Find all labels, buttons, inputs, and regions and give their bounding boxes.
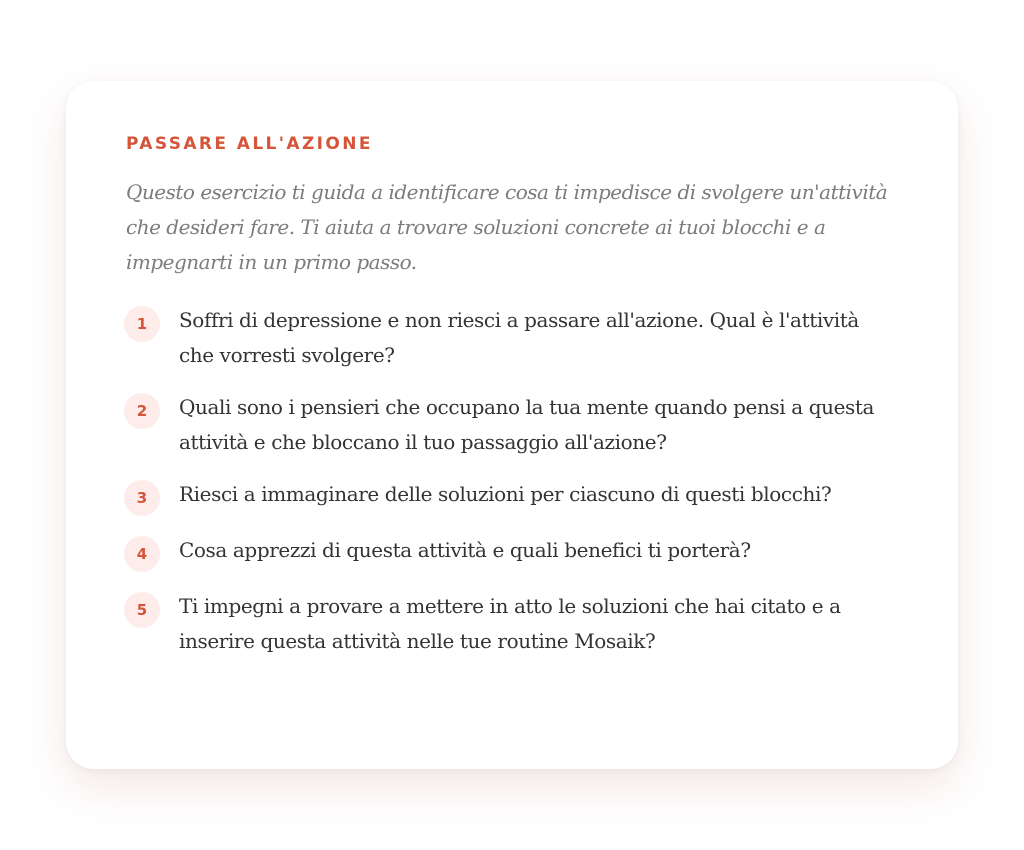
exercise-card — [66, 81, 958, 769]
step-number-badge: 3 — [124, 480, 160, 516]
step-question: Cosa apprezzi di questa attività e quali benefici ti porterà? — [179, 538, 751, 562]
exercise-title: PASSARE ALL'AZIONE — [126, 134, 373, 154]
steps-list — [126, 309, 898, 659]
step-item — [126, 396, 898, 460]
exercise-intro: Questo esercizio ti guida a identificare cosa ti impedisce di svolgere un'attività che desideri fare. Ti aiuta a trovare soluzioni concrete ai tuoi blocchi e a impegnarti in un primo passo. — [126, 180, 888, 274]
step-item — [126, 483, 898, 516]
step-item — [126, 309, 898, 373]
step-question: Riesci a immaginare delle soluzioni per ciascuno di questi blocchi? — [179, 482, 832, 506]
step-number-badge: 4 — [124, 536, 160, 572]
step-question: Soffri di depressione e non riesci a passare all'azione. Qual è l'attività che vorresti svolgere? — [179, 308, 859, 367]
step-item — [126, 539, 898, 572]
step-number-badge: 1 — [124, 306, 160, 342]
step-number-badge: 2 — [124, 393, 160, 429]
step-question: Ti impegni a provare a mettere in atto le soluzioni che hai citato e a inserire questa attività nelle tue routine Mosaik? — [179, 594, 841, 653]
step-question: Quali sono i pensieri che occupano la tua mente quando pensi a questa attività e che bloccano il tuo passaggio all'azione? — [179, 395, 875, 454]
step-number-badge: 5 — [124, 592, 160, 628]
step-item — [126, 595, 898, 659]
